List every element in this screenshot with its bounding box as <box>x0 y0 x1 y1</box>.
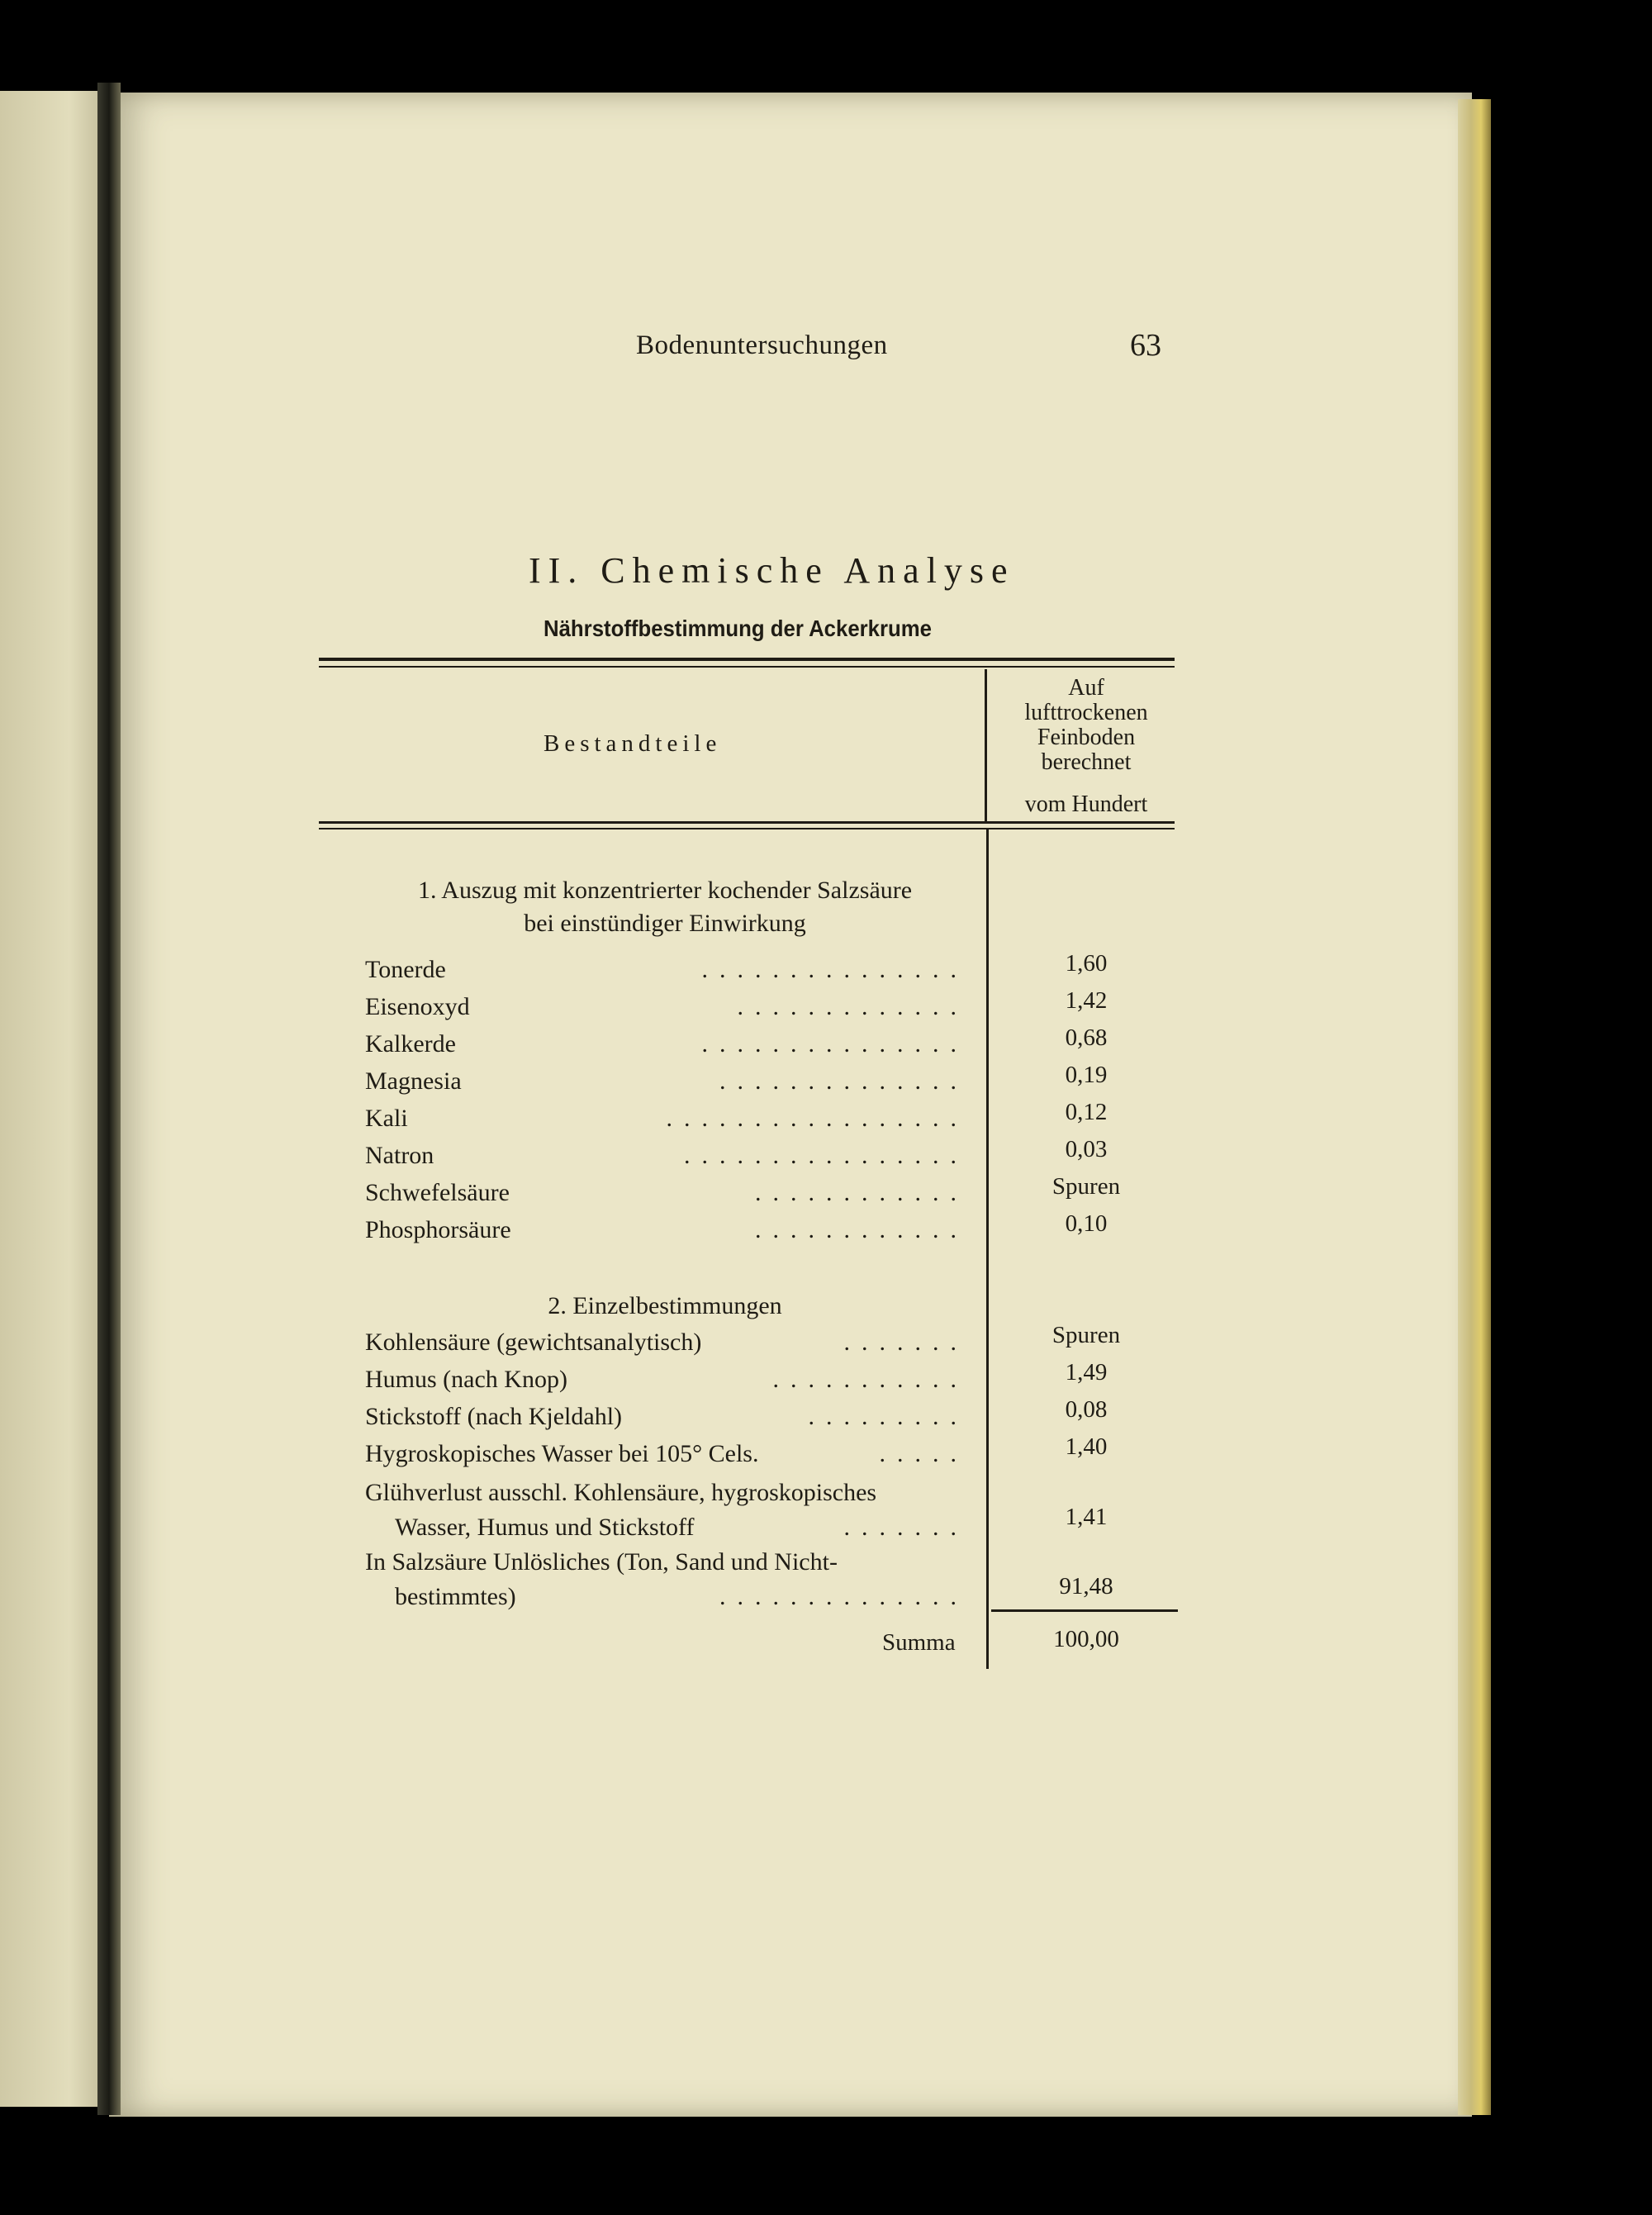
row-label: Tonerde <box>365 956 446 983</box>
group1-title-line1: 1. Auszug mit konzentrierter kochender Salzsäure <box>417 877 913 904</box>
leader-dots: ..... <box>879 1440 968 1467</box>
leader-dots: ....... <box>843 1514 968 1541</box>
leader-dots: ....... <box>843 1329 968 1356</box>
table-row <box>365 1142 968 1180</box>
row-label: Stickstoff (nach Kjeldahl) <box>365 1403 623 1430</box>
row-label: Natron <box>365 1142 434 1169</box>
leader-dots: ............ <box>755 1216 968 1243</box>
group1-title-line2: bei einstündiger Einwirkung <box>524 910 806 937</box>
page-edge <box>1458 99 1491 2115</box>
leader-dots: ................. <box>666 1105 968 1132</box>
row-value: 0,12 <box>1065 1099 1108 1125</box>
table-row <box>365 1366 968 1404</box>
table-row <box>365 1179 968 1217</box>
table-row <box>365 1105 968 1143</box>
column-header-bestandteile: Bestandteile <box>544 730 722 757</box>
group2-title: 2. Einzelbestimmungen <box>548 1292 782 1319</box>
leader-dots: ............... <box>701 956 968 983</box>
header-line-1: Auf <box>1068 675 1104 701</box>
column-divider-header <box>985 669 987 821</box>
row-value: 0,03 <box>1065 1136 1108 1162</box>
row-label: Kali <box>365 1105 408 1132</box>
row-value: 1,41 <box>1065 1504 1108 1530</box>
row-label: Eisenoxyd <box>365 993 470 1020</box>
running-head: Bodenuntersuchungen <box>636 330 888 360</box>
row-value: 1,40 <box>1065 1433 1108 1460</box>
table-subtitle: Nährstoffbestimmung der Ackerkrume <box>544 616 933 641</box>
row-value: 1,42 <box>1065 987 1108 1014</box>
section-title: II. Chemische Analyse <box>529 550 1015 591</box>
header-line-4: berechnet <box>1041 749 1132 775</box>
leader-dots: ............ <box>755 1179 968 1206</box>
book-spine <box>97 83 121 2115</box>
row-value: 0,68 <box>1065 1024 1108 1051</box>
summa-value: 100,00 <box>1053 1626 1119 1652</box>
column-header-values <box>991 676 1181 775</box>
summa-label: Summa <box>882 1629 956 1656</box>
table-row <box>365 1403 968 1441</box>
row-value: Spuren <box>1051 1173 1121 1200</box>
top-double-rule-b <box>319 666 1175 668</box>
page-number: 63 <box>1130 328 1161 363</box>
row-label: Kohlensäure (gewichtsanalytisch) <box>365 1329 702 1356</box>
unit-label: vom Hundert <box>1024 791 1148 817</box>
header-bottom-rule-b <box>319 828 1175 829</box>
row-label: Schwefelsäure <box>365 1179 510 1206</box>
row-label: Phosphorsäure <box>365 1216 511 1243</box>
table-row <box>365 993 968 1031</box>
row-label-line2-wrap <box>365 1580 968 1614</box>
row-value: 0,19 <box>1065 1062 1108 1088</box>
row-value: Spuren <box>1051 1322 1121 1348</box>
row-label: Kalkerde <box>365 1030 456 1058</box>
sum-rule <box>991 1609 1178 1612</box>
row-label: Hygroskopisches Wasser bei 105° Cels. <box>365 1440 759 1467</box>
row-label: Magnesia <box>365 1067 462 1095</box>
top-double-rule-a <box>319 658 1175 661</box>
column-divider-body <box>986 829 989 1669</box>
leader-dots: ........... <box>772 1366 968 1393</box>
header-line-3: Feinboden <box>1037 725 1136 750</box>
row-value: 91,48 <box>1059 1573 1113 1599</box>
table-row <box>365 1030 968 1068</box>
group1-title <box>363 874 966 940</box>
row-label: Humus (nach Knop) <box>365 1366 567 1393</box>
row-label-line2: bestimmtes) <box>395 1583 516 1610</box>
table-row <box>365 1216 968 1254</box>
row-value: 0,10 <box>1065 1210 1108 1237</box>
row-label-line1: Glühverlust ausschl. Kohlensäure, hygroskopisches <box>365 1479 877 1506</box>
table-row <box>365 956 968 994</box>
row-value: 0,08 <box>1065 1396 1108 1423</box>
row-value: 1,49 <box>1065 1359 1108 1386</box>
leader-dots: ............... <box>701 1030 968 1058</box>
header-line-2: lufttrockenen <box>1024 700 1148 725</box>
row-label-line2-wrap <box>365 1510 968 1545</box>
header-bottom-rule-a <box>319 821 1175 824</box>
page-header <box>0 330 1652 372</box>
row-value: 1,60 <box>1065 950 1108 977</box>
row-label-line1: In Salzsäure Unlösliches (Ton, Sand und Nicht- <box>365 1548 838 1576</box>
leader-dots: .............. <box>719 1583 968 1610</box>
table-row-multiline <box>365 1545 968 1614</box>
leader-dots: ......... <box>808 1403 968 1430</box>
table-row <box>365 1329 968 1367</box>
leader-dots: ............. <box>737 993 968 1020</box>
row-label-line2: Wasser, Humus und Stickstoff <box>395 1514 695 1541</box>
table-row-multiline <box>365 1476 968 1545</box>
table-row <box>365 1440 968 1478</box>
table-row <box>365 1067 968 1105</box>
leader-dots: ................ <box>684 1142 968 1169</box>
leader-dots: .............. <box>719 1067 968 1095</box>
